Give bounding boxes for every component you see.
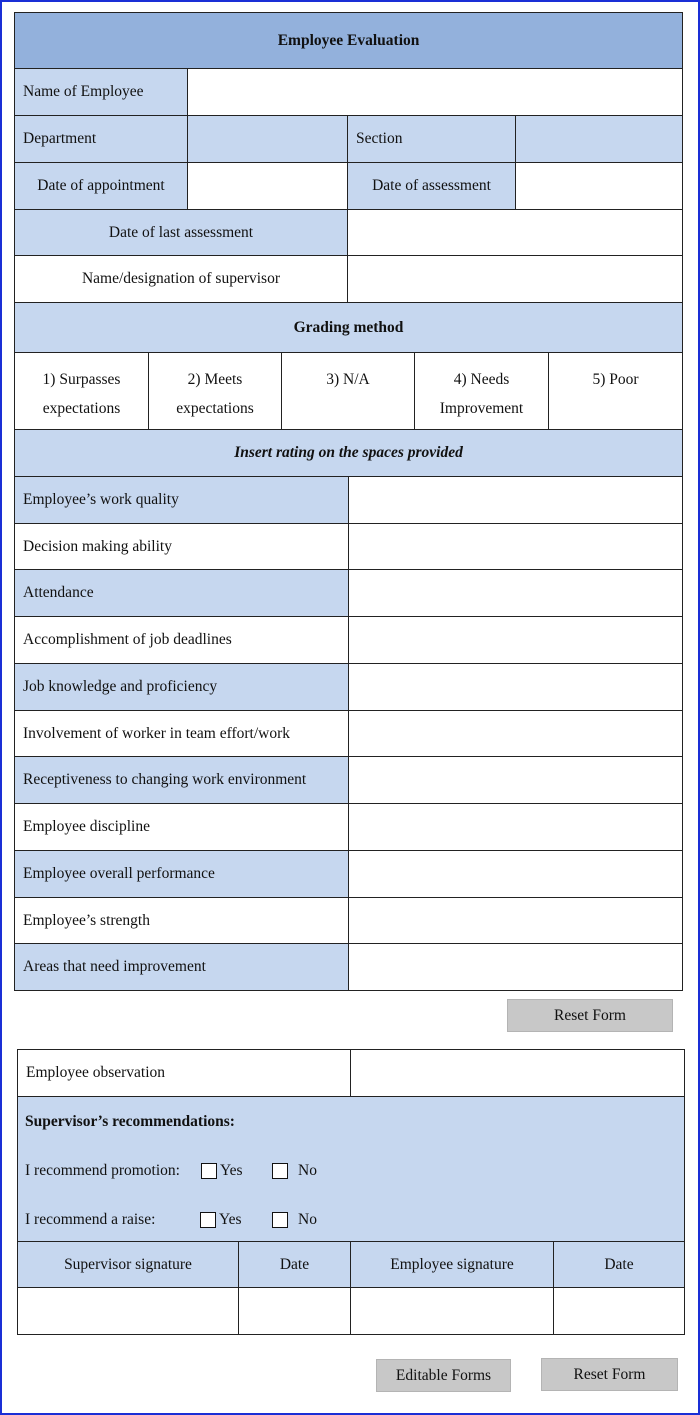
department-field[interactable] (188, 116, 348, 163)
date-label: Date (554, 1242, 685, 1288)
promotion-label: I recommend promotion: (25, 1162, 180, 1179)
employee-observation-label: Employee observation (18, 1050, 351, 1097)
rating-field[interactable] (349, 757, 683, 804)
grade-option (149, 353, 282, 430)
raise-label: I recommend a raise: (25, 1211, 156, 1228)
grade-option-line1: 5) Poor (592, 371, 639, 388)
rating-field[interactable] (349, 851, 683, 898)
date-of-last-assessment-field[interactable] (348, 210, 683, 256)
rating-field[interactable] (349, 898, 683, 944)
supervisor-name-label: Name/designation of supervisor (15, 256, 348, 303)
grade-option-line1: 2) Meets (187, 371, 243, 388)
promotion-yes-checkbox[interactable] (201, 1163, 217, 1179)
rating-field[interactable] (349, 944, 683, 991)
raise-no-option[interactable] (272, 1211, 317, 1229)
rating-field[interactable] (349, 804, 683, 851)
date-of-appointment-field[interactable] (188, 163, 348, 210)
date-of-assessment-label: Date of assessment (348, 163, 516, 210)
grading-method-title: Grading method (15, 303, 683, 354)
reset-form-button-bottom[interactable]: Reset Form (541, 1358, 678, 1391)
recommendations-title: Supervisor’s recommendations: (25, 1113, 235, 1130)
rating-instruction: Insert rating on the spaces provided (15, 430, 683, 477)
yes-label: Yes (220, 1162, 243, 1179)
rating-label: Areas that need improvement (15, 944, 349, 991)
employee-date-field[interactable] (554, 1288, 685, 1335)
no-label: No (298, 1211, 317, 1228)
grade-option-line2: expectations (176, 400, 254, 417)
rating-field[interactable] (349, 477, 683, 524)
rating-label: Job knowledge and proficiency (15, 664, 349, 711)
employee-signature-field[interactable] (351, 1288, 554, 1335)
rating-label: Employee’s work quality (15, 477, 349, 524)
ratings-table (14, 429, 683, 991)
date-of-last-assessment-label: Date of last assessment (15, 210, 348, 256)
promotion-yes-option[interactable] (201, 1162, 243, 1180)
reset-form-button[interactable]: Reset Form (507, 999, 673, 1032)
yes-label: Yes (219, 1211, 242, 1228)
rating-field[interactable] (349, 570, 683, 617)
evaluation-table (14, 12, 683, 354)
grading-options (14, 352, 683, 430)
rating-label: Involvement of worker in team effort/work (15, 711, 349, 757)
rating-label: Accomplishment of job deadlines (15, 617, 349, 664)
section-field[interactable] (516, 116, 683, 163)
date-label: Date (239, 1242, 351, 1288)
grade-option-line1: 4) Needs (453, 371, 510, 388)
promotion-no-option[interactable] (272, 1162, 317, 1180)
employee-observation-field[interactable] (351, 1050, 685, 1097)
rating-field[interactable] (349, 617, 683, 664)
date-of-appointment-label: Date of appointment (15, 163, 188, 210)
rating-field[interactable] (349, 711, 683, 757)
rating-label: Receptiveness to changing work environment (15, 757, 349, 804)
observation-table (17, 1049, 685, 1335)
department-label: Department (15, 116, 188, 163)
supervisor-signature-label: Supervisor signature (18, 1242, 239, 1288)
grade-option-line2: Improvement (439, 400, 524, 417)
rating-label: Employee overall performance (15, 851, 349, 898)
grade-option (15, 353, 149, 430)
rating-field[interactable] (349, 664, 683, 711)
raise-yes-checkbox[interactable] (200, 1212, 216, 1228)
rating-label: Employee discipline (15, 804, 349, 851)
supervisor-date-field[interactable] (239, 1288, 351, 1335)
date-of-assessment-field[interactable] (516, 163, 683, 210)
editable-forms-button[interactable]: Editable Forms (376, 1359, 511, 1392)
grade-option-line2: expectations (42, 400, 121, 417)
grade-option-line1: 3) N/A (326, 371, 370, 388)
rating-field[interactable] (349, 524, 683, 570)
supervisor-name-field[interactable] (348, 256, 683, 303)
grade-option (415, 353, 549, 430)
supervisor-signature-field[interactable] (18, 1288, 239, 1335)
grade-option-line1: 1) Surpasses (42, 371, 121, 388)
employee-signature-label: Employee signature (351, 1242, 554, 1288)
section-label: Section (348, 116, 516, 163)
promotion-no-checkbox[interactable] (272, 1163, 288, 1179)
rating-label: Employee’s strength (15, 898, 349, 944)
rating-label: Attendance (15, 570, 349, 617)
raise-yes-option[interactable] (200, 1211, 242, 1229)
rating-label: Decision making ability (15, 524, 349, 570)
grade-option (549, 353, 683, 430)
no-label: No (298, 1162, 317, 1179)
name-of-employee-field[interactable] (188, 69, 683, 116)
raise-no-checkbox[interactable] (272, 1212, 288, 1228)
name-of-employee-label: Name of Employee (15, 69, 188, 116)
form-title: Employee Evaluation (15, 13, 683, 69)
grade-option (282, 353, 415, 430)
